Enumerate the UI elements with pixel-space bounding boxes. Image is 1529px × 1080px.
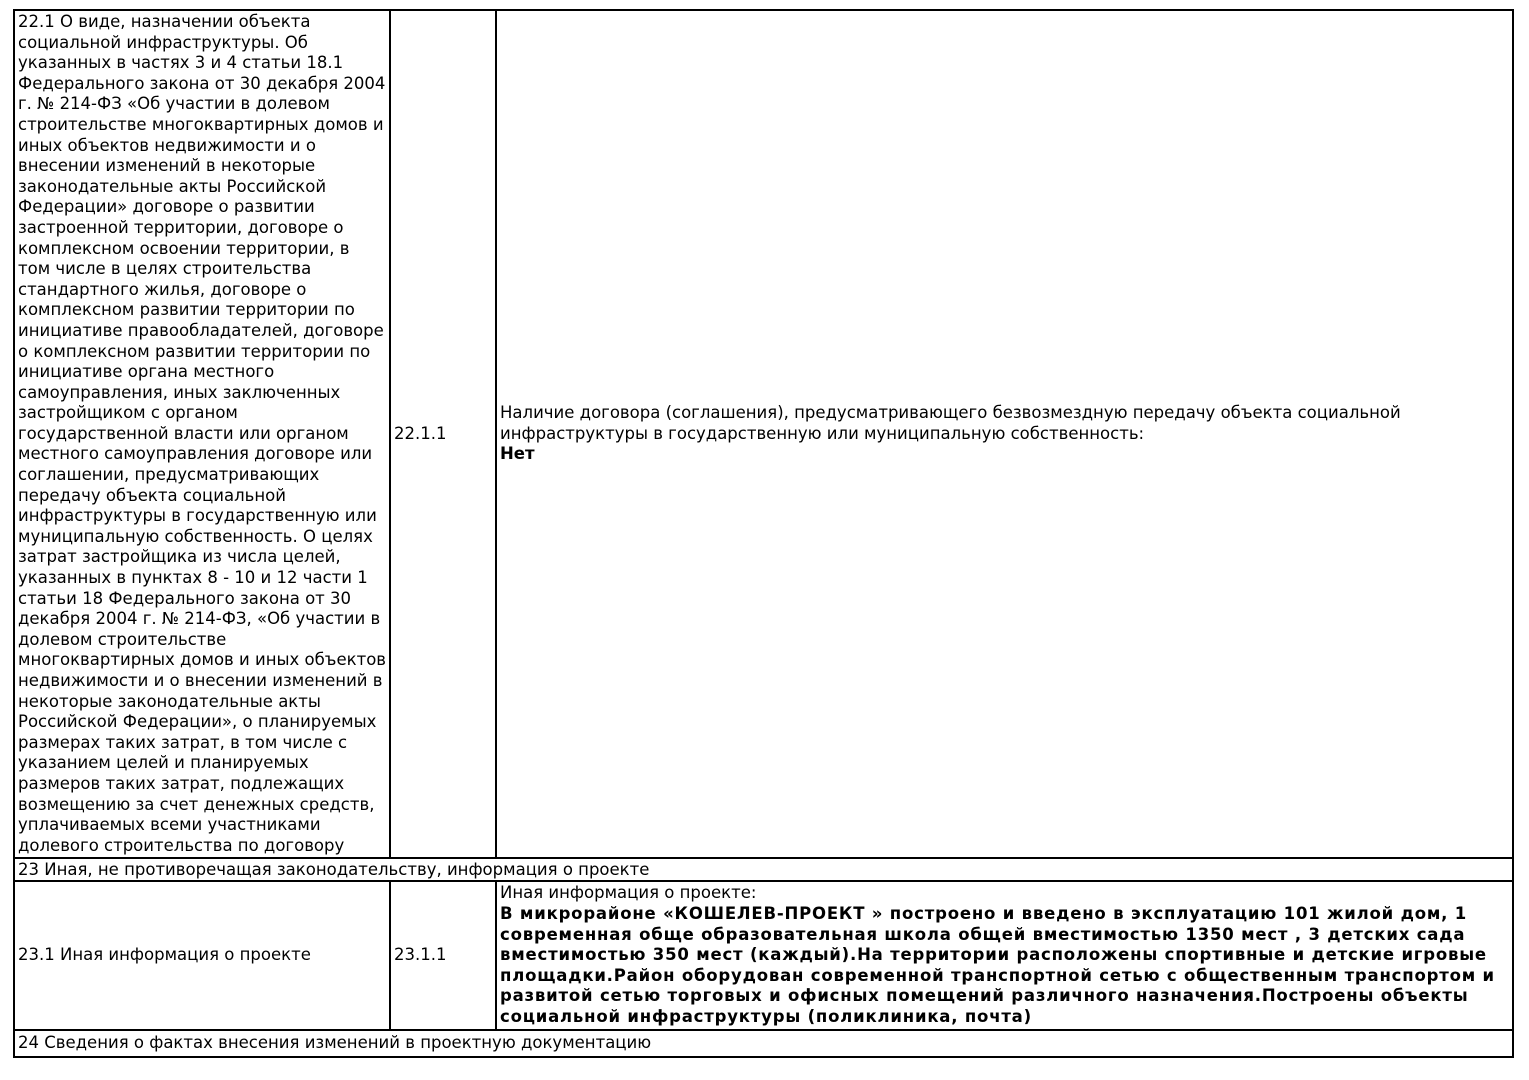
cell-23-1-1-code: 23.1.1 xyxy=(390,881,496,1029)
answer-text-23-1-1: В микрорайоне «КОШЕЛЕВ-ПРОЕКТ » построено и введено в эксплуатацию 101 жилой дом, 1 современная обще образовательная школа общей вместимостью 1350 мест , 3 детских сада вместимостью 350 мест (каждый).На территории расположены спортивные и детские игровые площадки.Район оборудован современной транспортной сетью с общественным транспортом и развитой сетью торговых и офисных помещений различного назначения.Построены объекты социальной инфраструктуры (поликлиника, почта) xyxy=(500,903,1495,1026)
project-declaration-page xyxy=(0,9,1529,1080)
section-row-23 xyxy=(14,858,1513,881)
cell-23-1-1-value xyxy=(496,881,1513,1029)
section-24-title: 24 Сведения о фактах внесения изменений в проектную документацию xyxy=(14,1030,1513,1057)
cell-22-1-label: 22.1 О виде, назначении объекта социальной инфраструктуры. Об указанных в частях 3 и 4 статьи 18.1 Федерального закона от 30 декабря 2004 г. № 214-ФЗ «Об участии в долевом строительстве многоквартирных домов и иных объектов недвижимости и о внесении изменений в некоторые законодательные акты Российской Федерации» договоре о развитии застроенной территории, договоре о комплексном освоении территории, в том числе в целях строительства стандартного жилья, договоре о комплексном развитии территории по инициативе правообладателей, договоре о комплексном развитии территории по инициативе органа местного самоуправления, иных заключенных застройщиком с органом государственной власти или органом местного самоуправления договоре или соглашении, предусматривающих передачу объекта социальной инфраструктуры в государственную или муниципальную собственность. О целях затрат застройщика из числа целей, указанных в пунктах 8 - 10 и 12 части 1 статьи 18 Федерального закона от 30 декабря 2004 г. № 214-ФЗ, «Об участии в долевом строительстве многоквартирных домов и иных объектов недвижимости и о внесении изменений в некоторые законодательные акты Российской Федерации», о планируемых размерах таких затрат, в том числе с указанием целей и планируемых размеров таких затрат, подлежащих возмещению за счет денежных средств, уплачиваемых всеми участниками долевого строительства по договору xyxy=(14,10,390,858)
cell-23-1-label: 23.1 Иная информация о проекте xyxy=(14,881,390,1029)
question-text-23-1-1: Иная информация о проекте: xyxy=(500,883,757,903)
cell-22-1-1-value xyxy=(496,10,1513,858)
section-row-24 xyxy=(14,1030,1513,1057)
section-23-title: 23 Иная, не противоречащая законодательству, информация о проекте xyxy=(14,858,1513,881)
answer-text-22-1-1: Нет xyxy=(500,444,535,464)
row-23-1 xyxy=(14,881,1513,1029)
question-text-22-1-1: Наличие договора (соглашения), предусматривающего безвозмездную передачу объекта социальной инфраструктуры в государственную или муниципальную собственность: xyxy=(500,403,1401,443)
project-declaration-table xyxy=(13,9,1514,1058)
cell-22-1-1-code: 22.1.1 xyxy=(390,10,496,858)
row-22-1 xyxy=(14,10,1513,858)
